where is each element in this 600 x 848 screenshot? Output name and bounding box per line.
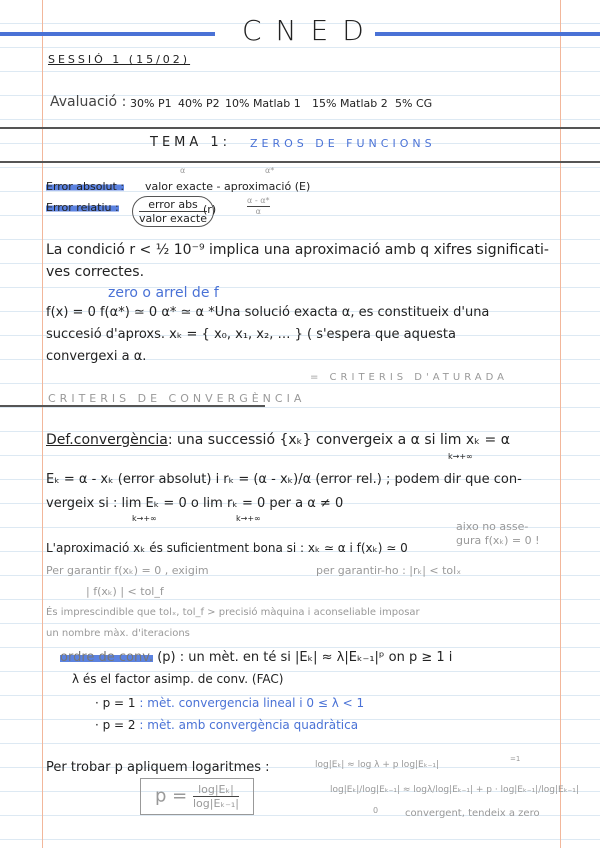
garantir-text: Per garantir f(xₖ) = 0 , exigim xyxy=(46,564,209,577)
ek-text: Eₖ = α - xₖ (error absolut) i rₖ = (α - xₖ)/α (error rel.) ; podem dir que con- xyxy=(46,472,522,487)
rel-note: $\frac{\alpha - \alpha*}{\alpha}$ xyxy=(247,196,270,216)
evaluation-label: Avaluació : xyxy=(50,94,127,110)
aside-note: aixo no asse- xyxy=(456,520,529,533)
alpha-star-label: α* xyxy=(265,166,275,175)
p2-desc: : mèt. amb convergència quadràtica xyxy=(139,718,359,732)
rel-error-label: Error relatiu : xyxy=(46,201,119,214)
log-note: convergent, tendeix a zero xyxy=(405,808,540,819)
good-approx-text: L'aproximació xₖ és suficientment bona si : xₖ ≃ α i f(xₖ) ≃ 0 xyxy=(46,541,408,555)
garantir-text: per garantir-ho : |rₖ| < tolₓ xyxy=(316,564,462,577)
divider xyxy=(0,161,600,163)
criteris-note: = CRITERIS D'ATURADA xyxy=(310,372,508,383)
eval-item: 30% P1 xyxy=(130,97,172,110)
eval-item: 15% Matlab 2 xyxy=(312,97,388,110)
condition-text: La condició r < ½ 10⁻⁹ implica una aproximació amb q xifres significati- xyxy=(46,242,549,258)
p-formula-box: p = $\frac{\text{log|Eₖ|}}{\text{log|Eₖ₋₁|}}$ xyxy=(140,778,254,815)
zero-note: zero o arrel de f xyxy=(108,285,219,301)
section-underline xyxy=(0,405,265,407)
limit-sub: k→+∞ xyxy=(448,452,473,461)
aside-note: gura f(xₖ) = 0 ! xyxy=(456,534,540,547)
log-zero: 0 xyxy=(373,806,379,815)
log-eq: log|Eₖ|/log|Eₖ₋₁| ≈ logλ/log|Eₖ₋₁| + p · log|Eₖ₋₁|/log|Eₖ₋₁| xyxy=(330,785,579,795)
def-text: : una successió {xₖ} convergeix a α si lim xₖ = α xyxy=(167,432,510,448)
eval-item: 5% CG xyxy=(395,97,433,110)
session-label: SESSIÓ 1 (15/02) xyxy=(48,53,191,66)
ordre-text: λ és el factor asimp. de conv. (FAC) xyxy=(72,672,284,686)
eval-item: 40% P2 xyxy=(178,97,220,110)
title-rule-left xyxy=(0,32,215,36)
eval-item: 10% Matlab 1 xyxy=(225,97,301,110)
ek-text: vergeix si : lim Eₖ = 0 o lim rₖ = 0 per a α ≠ 0 xyxy=(46,496,344,511)
abs-error-label: Error absolut : xyxy=(46,180,125,193)
topic-title: ZEROS DE FUNCIONS xyxy=(250,137,436,150)
limit-sub: k→+∞ xyxy=(236,514,261,523)
log-note: =1 xyxy=(510,755,521,763)
garantir-text: | f(xₖ) | < tol_f xyxy=(86,585,164,598)
section-heading: CRITERIS DE CONVERGÈNCIA xyxy=(48,392,306,405)
impresc-text: És imprescindible que tolₓ, tol_f > precisió màquina i aconseliable imposar xyxy=(46,607,420,618)
page-title: CNED xyxy=(242,14,378,47)
rel-error-fraction: $\frac{\text{error abs}}{\text{valor exacte}}$ xyxy=(139,198,208,225)
solution-text: f(x) = 0 f(α*) ≃ 0 α* ≃ α *Una solució exacta α, es constitueix d'una xyxy=(46,305,490,320)
ordre-label: ordre de conv. xyxy=(60,650,154,665)
def-label: Def.convergència xyxy=(46,432,168,448)
topic-label: TEMA 1: xyxy=(150,135,232,150)
p2-label: · p = 2 xyxy=(95,718,136,732)
title-rule-right xyxy=(375,32,600,36)
solution-text: convergexi a α. xyxy=(46,349,147,364)
ordre-text: (p) : un mèt. en té si |Eₖ| ≈ λ|Eₖ₋₁|ᵖ on p ≥ 1 i xyxy=(157,650,453,665)
p1-label: · p = 1 xyxy=(95,696,136,710)
rel-symbol: (r) xyxy=(203,203,217,216)
log-text: Per trobar p apliquem logaritmes : xyxy=(46,760,270,775)
impresc-text: un nombre màx. d'iteracions xyxy=(46,628,190,639)
limit-sub: k→+∞ xyxy=(132,514,157,523)
abs-error-def: valor exacte - aproximació (E) xyxy=(145,180,311,193)
solution-text: succesió d'aproxs. xₖ = { x₀, x₁, x₂, … } ( s'espera que aquesta xyxy=(46,327,456,342)
p1-desc: : mèt. convergencia lineal i 0 ≤ λ < 1 xyxy=(139,696,365,710)
condition-text: ves correctes. xyxy=(46,264,145,280)
divider xyxy=(0,127,600,129)
alpha-label: α xyxy=(180,166,186,175)
log-eq: log|Eₖ| ≈ log λ + p log|Eₖ₋₁| xyxy=(315,760,439,770)
